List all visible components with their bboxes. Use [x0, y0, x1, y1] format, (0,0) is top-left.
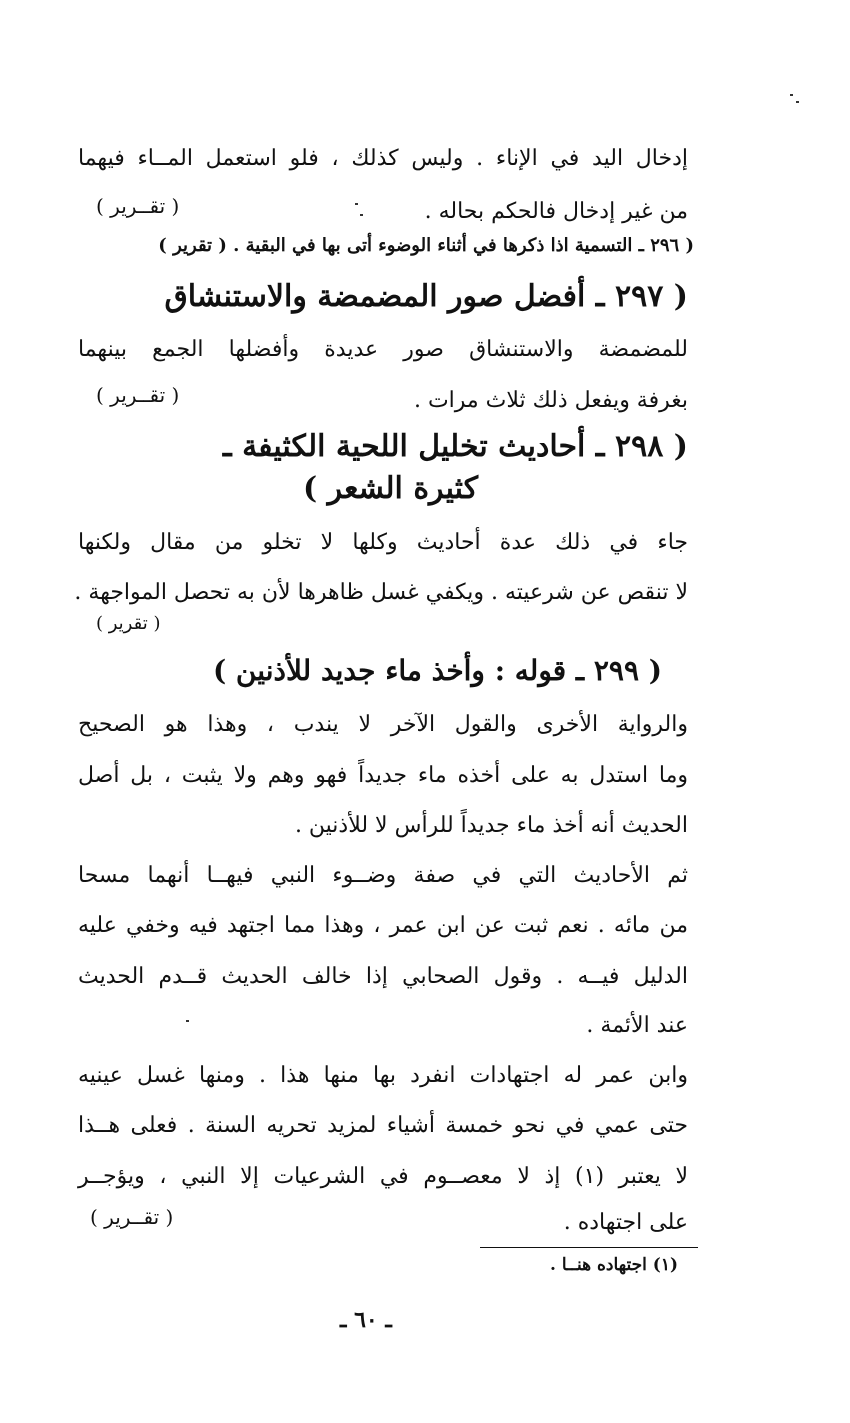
text-line: إدخال اليد في الإناء . وليس كذلك ، فلو استعمل المــاء فيهما — [78, 146, 688, 171]
text-line: والرواية الأخرى والقول الآخر لا يندب ، وهذا هو الصحيح — [78, 712, 688, 737]
text-line: جاء في ذلك عدة أحاديث وكلها لا تخلو من مقال ولكنها — [78, 530, 688, 555]
text-line: لا يعتبر (١) إذ لا معصــوم في الشرعيات إلا النبي ، ويؤجــر — [78, 1164, 688, 1189]
page-number: ـ ٦٠ ـ — [340, 1307, 392, 1333]
scan-speck — [186, 1020, 189, 1022]
heading-299: ( ٢٩٩ ـ قوله : وأخذ ماء جديد للأذنين ) — [212, 654, 662, 687]
taqrir-note: ( تقرير ) — [96, 613, 161, 634]
text-line: للمضمضة والاستنشاق صور عديدة وأفضلها الجمع بينهما — [78, 337, 688, 362]
scan-speck — [790, 94, 793, 96]
heading-297: ( ٢٩٧ ـ أفضل صور المضمضة والاستنشاق — [164, 279, 688, 314]
text-line: من مائه . نعم ثبت عن ابن عمر ، وهذا مما اجتهد فيه وخفي عليه — [78, 913, 688, 938]
footnote: (١) اجتهاده هنــا . — [550, 1255, 678, 1275]
text-line: على اجتهاده . — [563, 1210, 688, 1235]
taqrir-note: ( تقــرير ) — [90, 1205, 174, 1229]
text-line: عند الأئمة . — [586, 1013, 688, 1038]
text-line: حتى عمي في نحو خمسة أشياء لمزيد تحريه السنة . فعلى هــذا — [78, 1113, 688, 1138]
taqrir-note: ( تقــرير ) — [96, 383, 180, 407]
text-line: من غير إدخال فالحكم بحاله . — [424, 199, 688, 224]
scan-speck — [360, 214, 363, 216]
text-line: ثم الأحاديث التي في صفة وضــوء النبي فيهــا أنهما مسحا — [78, 863, 688, 888]
text-line: الحديث أنه أخذ ماء جديداً للرأس لا للأذنين . — [294, 813, 688, 838]
scan-speck — [355, 203, 358, 205]
scan-speck — [796, 101, 799, 103]
text-line: الدليل فيــه . وقول الصحابي إذا خالف الحديث قــدم الحديث — [78, 964, 688, 989]
taqrir-note: ( تقــرير ) — [96, 194, 180, 218]
heading-296: ( ٢٩٦ ـ التسمية اذا ذكرها في أثناء الوضوء أتى بها في البقية . ( تقرير ) — [158, 235, 694, 256]
text-line: لا تنقص عن شرعيته . ويكفي غسل ظاهرها لأن به تحصل المواجهة . — [74, 580, 688, 605]
text-line: بغرفة ويفعل ذلك ثلاث مرات . — [413, 388, 688, 413]
footnote-rule — [480, 1247, 698, 1248]
text-line: وابن عمر له اجتهادات انفرد بها منها هذا . ومنها غسل عينيه — [78, 1063, 688, 1088]
heading-298-line2: كثيرة الشعر ) — [302, 471, 478, 506]
heading-298-line1: ( ٢٩٨ ـ أحاديث تخليل اللحية الكثيفة ـ — [222, 429, 688, 464]
text-line: وما استدل به على أخذه ماء جديداً فهو وهم ولا يثبت ، بل أصل — [78, 763, 688, 788]
